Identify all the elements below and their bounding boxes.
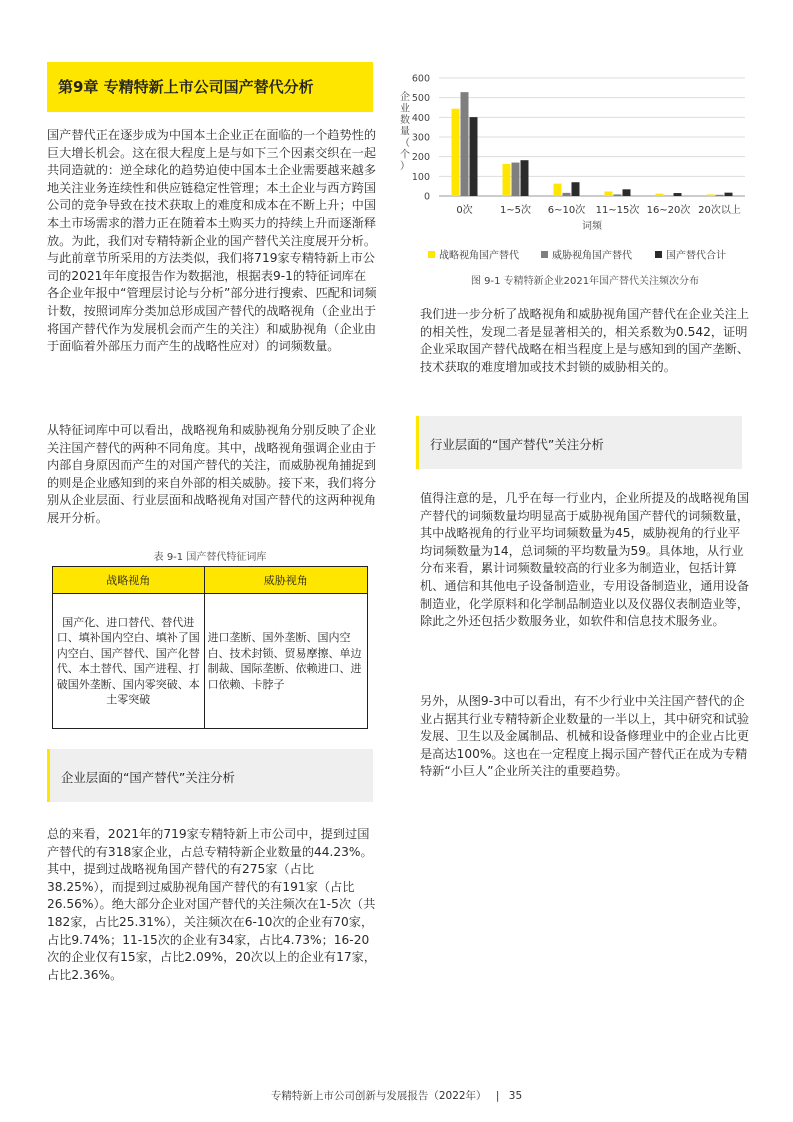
y-axis-label: 量: [400, 126, 410, 138]
y-axis-label: 个: [400, 149, 410, 161]
bar: [563, 193, 571, 196]
section-accent-bar: [47, 749, 50, 802]
perspective-paragraph: 从特征词库中可以看出，战略视角和威胁视角分别反映了企业关注国产替代的两种不同角度。其中，战略视角强调企业由于内部自身原因而产生的对国产替代的关注，而威胁视角捕捉到的则是企业感知到的来自外部的相关威胁。接下来，我们将分别从企业层面、行业层面和战略视角对国产替代的这两种视角展开分析。: [47, 423, 377, 525]
bar: [716, 195, 724, 196]
legend-swatch: [541, 251, 548, 258]
table-header-threat: 威胁视角: [204, 567, 367, 594]
section-title: 行业层面的“国产替代”关注分析: [430, 437, 604, 452]
x-tick-label: 6~10次: [547, 205, 586, 216]
bar: [572, 182, 580, 196]
x-tick-label: 16~20次: [646, 205, 691, 216]
bar: [521, 160, 529, 196]
bar: [674, 193, 682, 196]
frequency-chart: [393, 68, 753, 268]
threat-words-cell: 进口垄断、国外垄断、国内空白、技术封锁、贸易摩擦、单边制裁、国际垄断、依赖进口、进口依赖、卡脖子: [204, 594, 367, 729]
y-tick-label: 100: [411, 171, 430, 183]
bar: [512, 163, 520, 196]
legend-label: 威胁视角国产替代: [552, 250, 632, 262]
page-footer: [0, 1088, 793, 1103]
chapter-title: 第9章 专精特新上市公司国产替代分析: [47, 62, 373, 112]
y-tick-label: 0: [423, 191, 430, 203]
y-axis-label: 数: [400, 115, 410, 126]
industry-paragraph-2: 另外，从图9-3中可以看出，有不少行业中关注国产替代的企业占据其行业专精特新企业数量的一半以上，其中研究和试验发展、卫生以及金属制品、机械和设备修理业中的企业占比更是高达100%。这也在一定程度上揭示国产替代正在成为专精特新“小巨人”企业所关注的重要趋势。: [420, 694, 750, 779]
bar: [605, 191, 613, 196]
bar: [614, 194, 622, 196]
y-axis-label: （: [400, 138, 410, 149]
page-number: 35: [508, 1090, 523, 1102]
bar: [503, 164, 511, 196]
bar: [707, 194, 715, 196]
section-title: 企业层面的“国产替代”关注分析: [61, 770, 235, 785]
chart-caption: 图 9-1 专精特新企业2021年国产替代关注频次分布: [470, 276, 700, 287]
section-industry-level: [416, 416, 742, 469]
y-axis-label: 企: [400, 92, 410, 103]
chart-svg: [393, 68, 753, 268]
x-tick-label: 0次: [456, 205, 473, 216]
bar: [461, 92, 469, 196]
table-header-strategic: 战略视角: [53, 567, 205, 594]
bar: [554, 184, 562, 196]
legend-label: 国产替代合计: [666, 250, 726, 262]
y-axis-label: ）: [400, 161, 410, 172]
y-tick-label: 600: [411, 73, 430, 85]
y-tick-label: 500: [411, 93, 430, 105]
legend-swatch: [655, 251, 662, 258]
x-tick-label: 20次以上: [698, 205, 741, 216]
bar: [452, 109, 460, 196]
x-tick-label: 11~15次: [595, 205, 640, 216]
strategic-words-cell: 国产化、进口替代、替代进口、填补国内空白、填补了国内空白、国产替代、国产化替代、本土替代、国产进程、打破国外垄断、国内零突破、本土零突破: [53, 594, 205, 729]
y-tick-label: 300: [411, 132, 430, 144]
bar: [470, 117, 478, 196]
y-axis-label: 业: [400, 103, 410, 115]
keyword-table: [52, 566, 368, 729]
footer-separator: |: [495, 1090, 500, 1102]
correlation-paragraph: 我们进一步分析了战略视角和威胁视角国产替代在企业关注上的相关性，发现二者是显著相关的，相关系数为0.542，证明企业采取国产替代战略在相当程度上是与感知到的国产垄断、技术获取的难度增加或技术封锁的威胁相关的。: [420, 307, 750, 374]
legend-label: 战略视角国产替代: [439, 250, 519, 262]
bar: [725, 193, 733, 196]
intro-paragraph: 国产替代正在逐步成为中国本土企业正在面临的一个趋势性的巨大增长机会。这在很大程度上是与如下三个因素交织在一起共同造就的：逆全球化的趋势迫使中国本土企业需要越来越多地关注业务连续性和供应链稳定性管理；本土企业与西方跨国公司的竞争导致在技术获取上的难度和成本在不断上升；中国本土市场需求的潜力正在随着本土购买力的持续上升而逐渐释放。为此，我们对专精特新企业的国产替代关注度展开分析。与此前章节所采用的方法类似，我们将719家专精特新上市公司的2021年年度报告作为数据池，根据表9-1的特征词库在各企业年报中“管理层讨论与分析”部分进行搜索、匹配和词频计数，按照词库分类加总形成国产替代的战略视角（企业出于将国产替代作为发展机会而产生的关注）和威胁视角（企业由于面临着外部压力而产生的战略性应对）的词频数量。: [47, 128, 377, 354]
section-accent-bar: [416, 416, 419, 469]
bar: [623, 189, 631, 196]
table-caption: 表 9-1 国产替代特征词库: [153, 552, 267, 563]
y-tick-label: 400: [411, 112, 430, 124]
x-axis-label: 词频: [582, 221, 602, 232]
enterprise-level-paragraph: 总的来看，2021年的719家专精特新上市公司中，提到过国产替代的有318家企业，占总专精特新企业数量的44.23%。其中，提到过战略视角国产替代的有275家（占比38.25%），而提到过威胁视角国产替代的有191家（占比26.56%）。绝大部分企业对国产替代的关注频次在1-5次（共182家，占比25.31%），关注频次在6-10次的企业有70家，占比9.74%；11-15次的企业有34家，占比4.73%；16-20次的企业仅有15家，占比2.09%，20次以上的企业有17家，占比2.36%。: [47, 827, 376, 982]
section-enterprise-level: [47, 749, 373, 802]
y-tick-label: 200: [411, 152, 430, 164]
x-tick-label: 1~5次: [499, 205, 532, 216]
industry-paragraph-1: 值得注意的是，几乎在每一行业内，企业所提及的战略视角国产替代的词频数量均明显高于威胁视角国产替代的词频数量，其中战略视角的行业平均词频数量为45，威胁视角的行业平均词频数量为14，总词频的平均数量为59。具体地，从行业分布来看，累计词频数量较高的行业多为制造业，包括计算机、通信和其他电子设备制造业，专用设备制造业，通用设备制造业，化学原料和化学制品制造业以及仪器仪表制造业等，除此之外还包括少数服务业，如软件和信息技术服务业。: [420, 491, 750, 629]
legend-swatch: [428, 251, 435, 258]
footer-report-title: 专精特新上市公司创新与发展报告（2022年）: [270, 1090, 487, 1102]
bar: [656, 194, 664, 196]
